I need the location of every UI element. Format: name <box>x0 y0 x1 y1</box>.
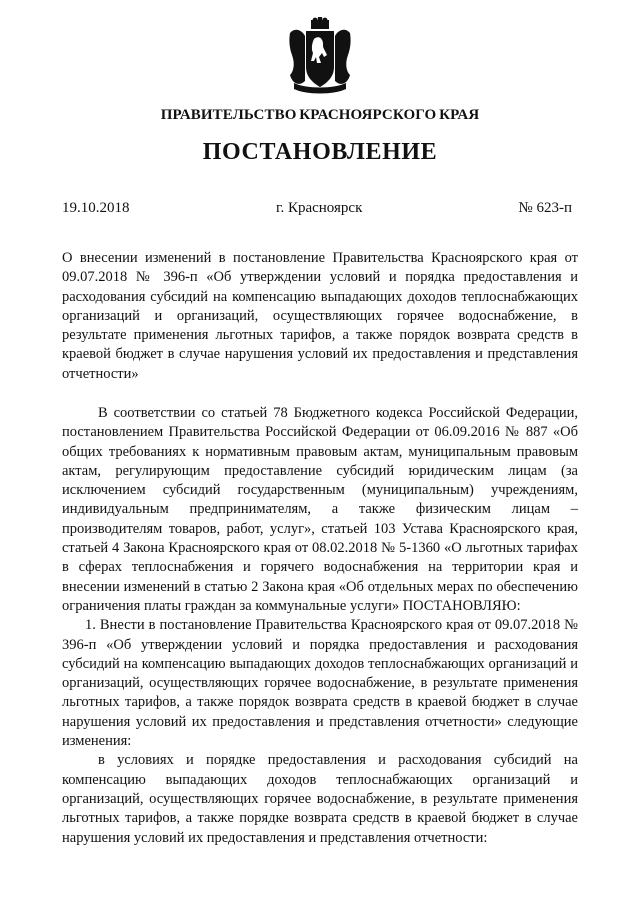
document-number: № 623-п <box>518 200 572 216</box>
krasnoyarsk-coat-of-arms-icon <box>286 17 354 97</box>
document-city: г. Красноярск <box>276 200 363 216</box>
item-1-subparagraph: в условиях и порядке предоставления и расходования субсидий на компенсацию выпадающих доходов теплоснабжающих организаций и организаций, осуществляющих горячее водоснабжение, в результате применения льготных тарифов, а также порядке возврата средств в краевой бюджет в случае нарушения условий их предоставления и представления отчетности: <box>62 752 578 846</box>
government-name: ПРАВИТЕЛЬСТВО КРАСНОЯРСКОГО КРАЯ <box>160 107 480 123</box>
preamble-paragraph: В соответствии со статьей 78 Бюджетного кодекса Российской Федерации, постановлением Правительства Российской Федерации от 06.09.2016 № 887 «Об общих требованиях к нормативным правовым актам, муниципальным правовым актам, регулирующим предоставление субсидий юридическим лицам (за исключением субсидий государственным (муниципальным) учреждениям, индивидуальным предпринимателям, а также физическим лицам – производителям товаров, работ, услуг», статьей 103 Устава Красноярского края, статьей 4 Закона Красноярского края от 08.02.2018 № 5-1360 «О льготных тарифах в сферах теплоснабжения и горячего водоснабжения на территории края и внесении изменений в статью 2 Закона края «Об отдельных мерах по обеспечению ограничения платы граждан за коммунальные услуги» ПОСТАНОВЛЯЮ: <box>62 405 578 614</box>
document-body <box>62 404 578 848</box>
document-type-title: ПОСТАНОВЛЕНИЕ <box>202 139 438 165</box>
document-subject: О внесении изменений в постановление Правительства Красноярского края от 09.07.2018 № 396-п «Об утверждении условий и порядка предоставления и расходования субсидий на компенсацию выпадающих доходов теплоснабжающих организаций и организаций, осуществляющих горячее водоснабжение, в результате применения льготных тарифов, а также порядок возврата средств в краевой бюджет в случае нарушения условий их предоставления и представления отчетности» <box>62 250 578 382</box>
document-date: 19.10.2018 <box>62 200 130 216</box>
item-1-paragraph: 1. Внести в постановление Правительства Красноярского края от 09.07.2018 № 396-п «Об утверждении условий и порядка предоставления и расходования субсидий на компенсацию выпадающих доходов теплоснабжающих организаций и организаций, осуществляющих горячее водоснабжение, в результате применения льготных тарифов, а также порядок возврата средств в краевой бюджет в случае нарушения условий их предоставления и представления отчетности» следующие изменения: <box>62 617 578 750</box>
document-meta-line <box>62 200 572 220</box>
